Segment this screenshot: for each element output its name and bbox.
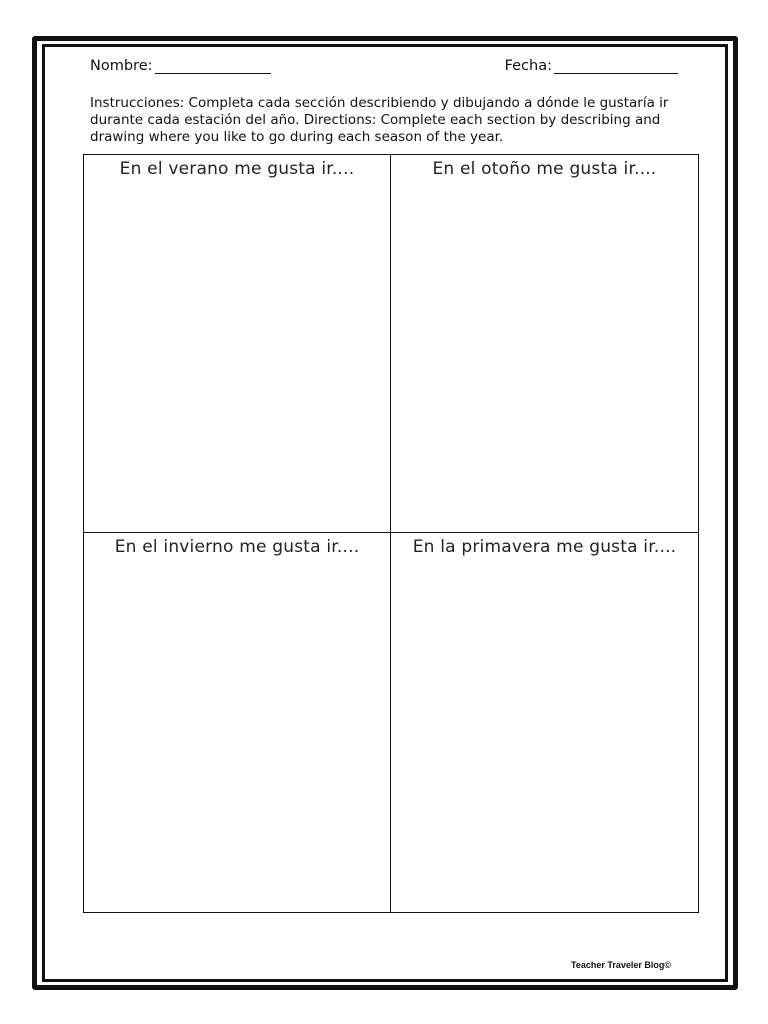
winter-heading: En el invierno me gusta ir....: [114, 537, 360, 557]
worksheet-header: [90, 58, 678, 80]
autumn-section[interactable]: [391, 155, 698, 533]
instructions-text: Instrucciones: Completa cada sección describiendo y dibujando a dónde le gustaría ir durante cada estación del año. Directions: Complete each section by describing and drawing where you like to go during each season of the year.: [90, 95, 669, 145]
date-label: Fecha:: [504, 58, 552, 74]
name-blank-line[interactable]: [155, 59, 271, 74]
name-label: Nombre:: [90, 58, 153, 74]
summer-section[interactable]: [84, 155, 391, 533]
date-field[interactable]: [505, 58, 678, 74]
footer-credit: Teacher Traveler Blog©: [570, 960, 671, 970]
winter-section[interactable]: [84, 533, 391, 912]
seasons-grid: [83, 154, 699, 913]
spring-heading: En la primavera me gusta ir....: [412, 537, 677, 557]
name-field[interactable]: [90, 58, 271, 74]
summer-heading: En el verano me gusta ir....: [119, 159, 355, 179]
spring-section[interactable]: [391, 533, 698, 912]
autumn-heading: En el otoño me gusta ir....: [432, 159, 657, 179]
date-blank-line[interactable]: [554, 59, 678, 74]
